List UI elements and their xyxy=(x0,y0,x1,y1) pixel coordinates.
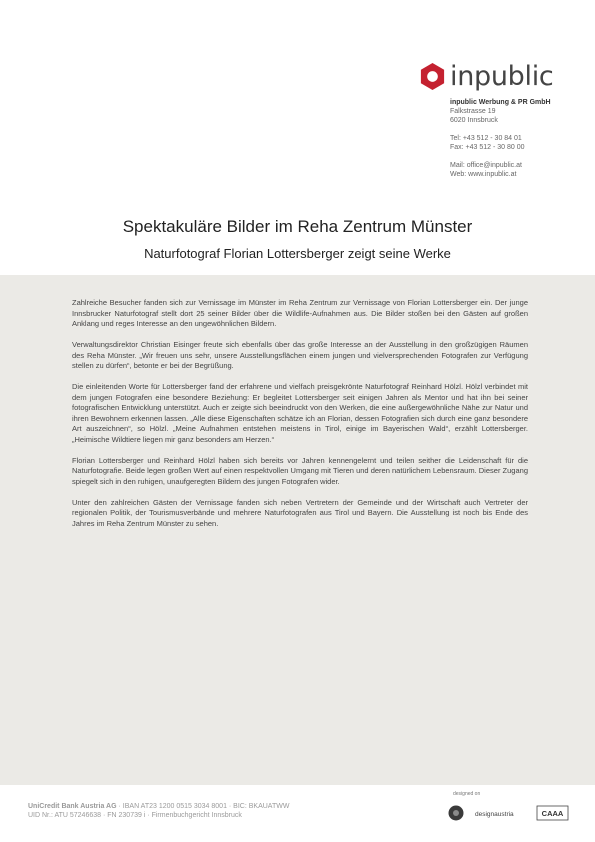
partner-designaustria: designaustria xyxy=(475,811,514,818)
sender-street: Falkstrasse 19 xyxy=(450,108,496,115)
sender-fax: Fax: +43 512 - 30 80 00 xyxy=(450,144,525,151)
brand-name: inpublic xyxy=(450,60,554,92)
footer-bank-details: · IBAN AT23 1200 0515 3034 8001 · BIC: BKAUATWW xyxy=(116,803,290,810)
sender-mail[interactable]: Mail: office@inpublic.at xyxy=(450,162,522,169)
sender-web[interactable]: Web: www.inpublic.at xyxy=(450,171,517,178)
hexagon-icon xyxy=(418,62,447,91)
sender-tel: Tel: +43 512 - 30 84 01 xyxy=(450,135,522,142)
partner-logos xyxy=(447,804,572,822)
press-title: Spektakuläre Bilder im Reha Zentrum Münster xyxy=(122,217,473,236)
paragraph-4: Florian Lottersberger und Reinhard Hölzl haben sich bereits vor Jahren kennengelernt und teilen seither die Leidenschaft für die Naturfotografie. Beide legen großen Wert auf einen respektvollen Umgang mit Tieren und deren natürlichem Lebensraum. Dieser Zugang spiegelt sich in den ruhigen, unaufgeregten Bildern des jungen Fotografen wider. xyxy=(72,455,528,486)
paragraph-5: Unter den zahlreichen Gästen der Vernissage fanden sich neben Vertretern der Gemeinde und der Wirtschaft auch Vertreter der regionalen Politik, der Tourismusverbände und mehrere Naturfotografen aus Tirol und Bayern. Die Ausstellung ist noch bis Ende des Jahres im Reha Zentrum Münster zu sehen. xyxy=(72,497,528,528)
partner-circle-logo xyxy=(449,806,464,821)
paragraph-2: Verwaltungsdirektor Christian Eisinger freute sich ebenfalls über das große Interesse an der Ausstellung in den großzügigen Räumen des Reha Münster. „Wir freuen uns sehr, unsere Ausstellungsflächen einem jungen und vielversprechenden Fotografen zur Verfügung stellen zu dürfen“, betonte er bei der Begrüßung. xyxy=(72,340,528,370)
footer-bank: UniCredit Bank Austria AG xyxy=(28,803,117,810)
paragraph-3: Die einleitenden Worte für Lottersberger fand der erfahrene und vielfach preisgekrönte Naturfotograf Reinhard Hölzl. Hölzl verbindet mit dem jungen Fotografen eine besondere Beziehung: Er begleitet Lottersberger seit einigen Jahren als Mentor und hat ihn bei seiner fotografischen Entwicklung unterstützt. Auch er zeigte sich beeindruckt von den Werken, die eine außergewöhnliche Nähe zur Natur und ihren Bewohnern erkennen lassen. „Alle diese Eigenschaften schätze ich an Florian, dessen Fotografien sich durch eine ganz besondere Art auszeichnen“, so Hölzl. „Meine Aufnahmen entstehen meistens in Tirol, einige im Bayerischen Wald“, erzählt Lottersberger. „Heimische Wildtiere liegen mir ganz besonders am Herzen.“ xyxy=(72,382,528,444)
paragraph-1: Zahlreiche Besucher fanden sich zur Vernissage im Münster im Reha Zentrum zur Vernissage von Florian Lottersberger ein. Der junge Innsbrucker Naturfotograf stellt dort 25 seiner Bilder über die Wildlife-Aufnahmen aus. Die Bilder stoßen bei den Gästen auf großen Anklang und reges Interesse an den ungewöhnlichen Bildern. xyxy=(72,298,528,328)
designed-on-label: designed on xyxy=(453,791,481,797)
press-article xyxy=(72,298,528,540)
footer-company-line: UID Nr.: ATU 57246638 · FN 230739 i · Firmenbuchgericht Innsbruck xyxy=(28,812,242,819)
footer xyxy=(28,802,289,820)
partner-caaa: CAAA xyxy=(541,809,564,818)
sender-city: 6020 Innsbruck xyxy=(450,117,498,124)
inpublic-logo xyxy=(418,60,553,92)
sender-company: inpublic Werbung & PR GmbH xyxy=(450,99,551,106)
press-subtitle: Naturfotograf Florian Lottersberger zeigt seine Werke xyxy=(144,246,451,261)
footer-bank-line xyxy=(28,802,289,811)
sender-address xyxy=(450,98,590,179)
